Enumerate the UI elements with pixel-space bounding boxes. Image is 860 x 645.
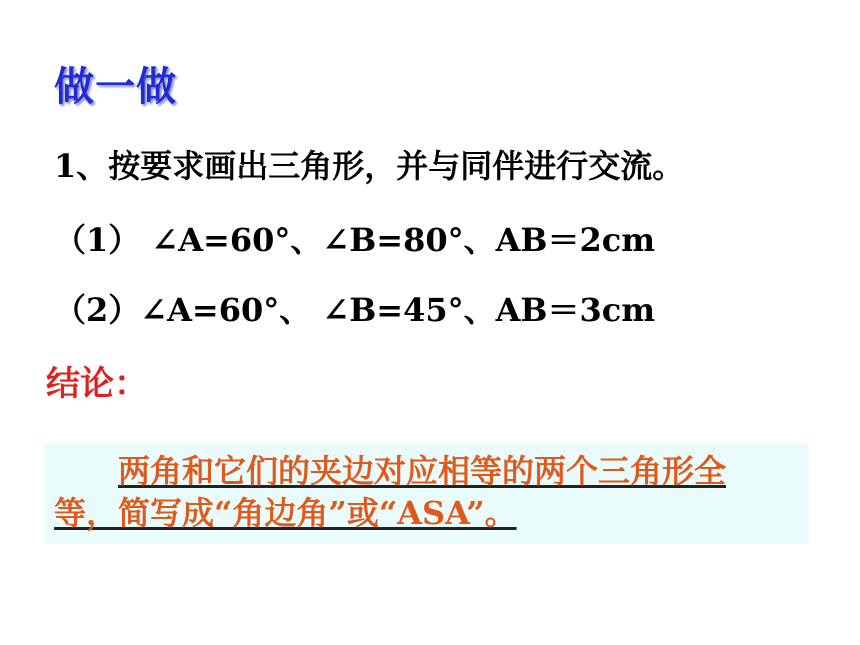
section-heading: 做一做 xyxy=(54,64,177,110)
conclusion-box xyxy=(44,444,809,544)
conclusion-text: 两角和它们的夹边对应相等的两个三角形全等，简写成“角边角”或“ASA”。 xyxy=(54,452,727,532)
condition-2: （2）∠A=60°、 ∠B=45°、AB＝3cm xyxy=(54,291,656,329)
condition-1: （1） ∠A=60°、∠B=80°、AB＝2cm xyxy=(54,221,656,259)
conclusion-label: 结论： xyxy=(46,364,148,404)
task-instruction: 1、按要求画出三角形，并与同伴进行交流。 xyxy=(54,147,685,185)
